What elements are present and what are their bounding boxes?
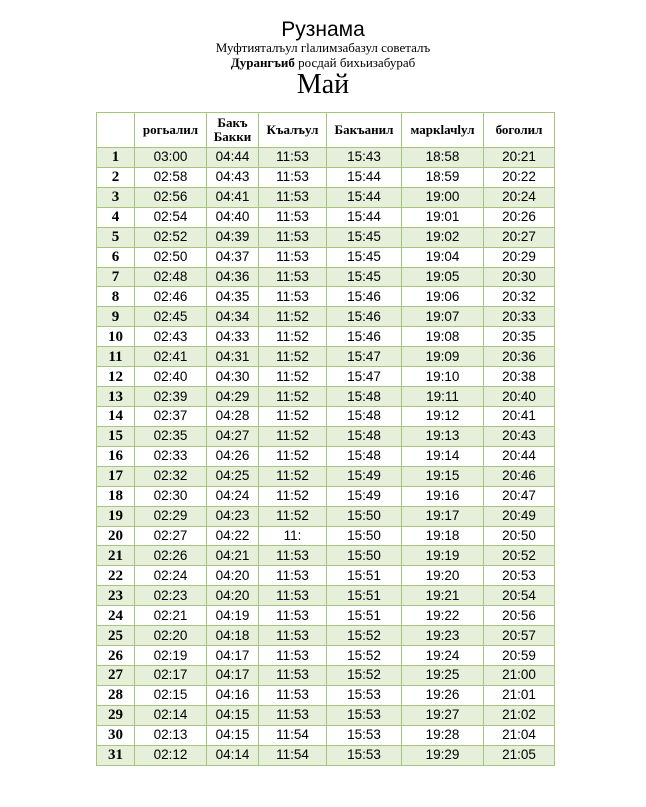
header-sunrise: Бакъ Бакки	[207, 113, 259, 148]
table-row	[97, 247, 555, 267]
fajr-cell: 02:48	[135, 267, 207, 287]
sunrise-cell: 04:17	[207, 646, 259, 666]
page-title: Рузнама	[281, 18, 365, 41]
day-cell: 31	[97, 745, 135, 765]
isha-cell: 20:22	[484, 167, 555, 187]
asr-cell: 15:53	[327, 685, 402, 705]
maghrib-cell: 19:26	[402, 685, 484, 705]
fajr-cell: 02:27	[135, 526, 207, 546]
day-cell: 4	[97, 207, 135, 227]
dhuhr-cell: 11:53	[259, 227, 327, 247]
isha-cell: 21:02	[484, 705, 555, 725]
dhuhr-cell: 11:53	[259, 685, 327, 705]
table-row	[97, 387, 555, 407]
day-cell: 5	[97, 227, 135, 247]
isha-cell: 20:44	[484, 446, 555, 466]
header-fajr: рогьалил	[135, 113, 207, 148]
asr-cell: 15:50	[327, 526, 402, 546]
table-row	[97, 287, 555, 307]
prayer-times-table	[96, 112, 555, 766]
fajr-cell: 02:40	[135, 367, 207, 387]
maghrib-cell: 19:09	[402, 347, 484, 367]
isha-cell: 20:21	[484, 148, 555, 168]
day-cell: 29	[97, 705, 135, 725]
maghrib-cell: 19:17	[402, 506, 484, 526]
dhuhr-cell: 11:52	[259, 347, 327, 367]
maghrib-cell: 19:25	[402, 665, 484, 685]
isha-cell: 20:38	[484, 367, 555, 387]
sunrise-cell: 04:30	[207, 367, 259, 387]
day-cell: 11	[97, 347, 135, 367]
dhuhr-cell: 11:52	[259, 466, 327, 486]
sunrise-cell: 04:39	[207, 227, 259, 247]
fajr-cell: 02:17	[135, 665, 207, 685]
table-row	[97, 725, 555, 745]
table-row	[97, 347, 555, 367]
sunrise-cell: 04:40	[207, 207, 259, 227]
fajr-cell: 02:37	[135, 406, 207, 426]
isha-cell: 20:53	[484, 566, 555, 586]
isha-cell: 21:05	[484, 745, 555, 765]
isha-cell: 20:36	[484, 347, 555, 367]
isha-cell: 20:49	[484, 506, 555, 526]
location-name: Дурангъиб	[230, 55, 295, 70]
fajr-cell: 02:52	[135, 227, 207, 247]
isha-cell: 20:54	[484, 586, 555, 606]
isha-cell: 20:26	[484, 207, 555, 227]
maghrib-cell: 19:21	[402, 586, 484, 606]
day-cell: 9	[97, 307, 135, 327]
maghrib-cell: 19:11	[402, 387, 484, 407]
sunrise-cell: 04:34	[207, 307, 259, 327]
header-maghrib: маркlачlул	[402, 113, 484, 148]
isha-cell: 20:24	[484, 187, 555, 207]
isha-cell: 21:04	[484, 725, 555, 745]
asr-cell: 15:53	[327, 725, 402, 745]
dhuhr-cell: 11:52	[259, 406, 327, 426]
asr-cell: 15:49	[327, 486, 402, 506]
maghrib-cell: 19:23	[402, 626, 484, 646]
fajr-cell: 02:15	[135, 685, 207, 705]
header-isha: боголил	[484, 113, 555, 148]
day-cell: 16	[97, 446, 135, 466]
sunrise-cell: 04:27	[207, 426, 259, 446]
header-asr: Бакъанил	[327, 113, 402, 148]
sunrise-cell: 04:18	[207, 626, 259, 646]
table-row	[97, 526, 555, 546]
day-cell: 19	[97, 506, 135, 526]
sunrise-cell: 04:29	[207, 387, 259, 407]
location-rest: росдай бихьизабураб	[294, 55, 416, 70]
day-cell: 17	[97, 466, 135, 486]
day-cell: 3	[97, 187, 135, 207]
maghrib-cell: 19:27	[402, 705, 484, 725]
table-row	[97, 566, 555, 586]
sunrise-cell: 04:21	[207, 546, 259, 566]
dhuhr-cell: 11:53	[259, 646, 327, 666]
table-row	[97, 685, 555, 705]
maghrib-cell: 19:15	[402, 466, 484, 486]
table-row	[97, 307, 555, 327]
day-cell: 24	[97, 606, 135, 626]
table-row	[97, 646, 555, 666]
sunrise-cell: 04:44	[207, 148, 259, 168]
header-dhuhr: Къалъул	[259, 113, 327, 148]
sunrise-cell: 04:36	[207, 267, 259, 287]
isha-cell: 20:47	[484, 486, 555, 506]
asr-cell: 15:48	[327, 387, 402, 407]
sunrise-cell: 04:19	[207, 606, 259, 626]
table-row	[97, 745, 555, 765]
table-row	[97, 327, 555, 347]
sunrise-cell: 04:20	[207, 566, 259, 586]
sunrise-cell: 04:26	[207, 446, 259, 466]
dhuhr-cell: 11:54	[259, 745, 327, 765]
day-cell: 22	[97, 566, 135, 586]
isha-cell: 20:41	[484, 406, 555, 426]
fajr-cell: 02:26	[135, 546, 207, 566]
dhuhr-cell: 11:52	[259, 327, 327, 347]
day-cell: 6	[97, 247, 135, 267]
dhuhr-cell: 11:53	[259, 665, 327, 685]
day-cell: 1	[97, 148, 135, 168]
asr-cell: 15:52	[327, 646, 402, 666]
asr-cell: 15:43	[327, 148, 402, 168]
table-row	[97, 267, 555, 287]
fajr-cell: 02:33	[135, 446, 207, 466]
isha-cell: 20:30	[484, 267, 555, 287]
fajr-cell: 02:13	[135, 725, 207, 745]
fajr-cell: 02:54	[135, 207, 207, 227]
maghrib-cell: 19:01	[402, 207, 484, 227]
day-cell: 15	[97, 426, 135, 446]
maghrib-cell: 19:04	[402, 247, 484, 267]
day-cell: 2	[97, 167, 135, 187]
table-row	[97, 466, 555, 486]
dhuhr-cell: 11:53	[259, 167, 327, 187]
asr-cell: 15:45	[327, 267, 402, 287]
dhuhr-cell: 11:54	[259, 725, 327, 745]
sunrise-cell: 04:25	[207, 466, 259, 486]
dhuhr-cell: 11:52	[259, 486, 327, 506]
maghrib-cell: 19:13	[402, 426, 484, 446]
table-row	[97, 406, 555, 426]
fajr-cell: 02:23	[135, 586, 207, 606]
asr-cell: 15:52	[327, 626, 402, 646]
fajr-cell: 02:35	[135, 426, 207, 446]
fajr-cell: 02:14	[135, 705, 207, 725]
isha-cell: 20:33	[484, 307, 555, 327]
table-row	[97, 586, 555, 606]
sunrise-cell: 04:20	[207, 586, 259, 606]
table-row	[97, 606, 555, 626]
asr-cell: 15:46	[327, 307, 402, 327]
asr-cell: 15:51	[327, 586, 402, 606]
asr-cell: 15:48	[327, 426, 402, 446]
maghrib-cell: 19:28	[402, 725, 484, 745]
fajr-cell: 02:19	[135, 646, 207, 666]
maghrib-cell: 19:12	[402, 406, 484, 426]
isha-cell: 20:35	[484, 327, 555, 347]
table-header-row	[97, 113, 555, 148]
dhuhr-cell: 11:53	[259, 546, 327, 566]
isha-cell: 20:50	[484, 526, 555, 546]
maghrib-cell: 19:19	[402, 546, 484, 566]
maghrib-cell: 19:00	[402, 187, 484, 207]
table-row	[97, 426, 555, 446]
maghrib-cell: 19:02	[402, 227, 484, 247]
asr-cell: 15:51	[327, 566, 402, 586]
table-row	[97, 227, 555, 247]
sunrise-cell: 04:33	[207, 327, 259, 347]
fajr-cell: 02:58	[135, 167, 207, 187]
council-line: Муфтияталъул гlалимзабазул советалъ	[215, 40, 431, 55]
sunrise-cell: 04:15	[207, 725, 259, 745]
dhuhr-cell: 11:53	[259, 626, 327, 646]
table-row	[97, 446, 555, 466]
header-day	[97, 113, 135, 148]
day-cell: 28	[97, 685, 135, 705]
isha-cell: 21:00	[484, 665, 555, 685]
table-row	[97, 665, 555, 685]
table-row	[97, 207, 555, 227]
sunrise-cell: 04:23	[207, 506, 259, 526]
isha-cell: 20:59	[484, 646, 555, 666]
sunrise-cell: 04:17	[207, 665, 259, 685]
asr-cell: 15:50	[327, 546, 402, 566]
dhuhr-cell: 11:52	[259, 506, 327, 526]
asr-cell: 15:52	[327, 665, 402, 685]
fajr-cell: 02:21	[135, 606, 207, 626]
fajr-cell: 02:39	[135, 387, 207, 407]
asr-cell: 15:46	[327, 327, 402, 347]
fajr-cell: 03:00	[135, 148, 207, 168]
dhuhr-cell: 11:52	[259, 426, 327, 446]
day-cell: 30	[97, 725, 135, 745]
isha-cell: 20:46	[484, 466, 555, 486]
day-cell: 21	[97, 546, 135, 566]
maghrib-cell: 19:22	[402, 606, 484, 626]
asr-cell: 15:51	[327, 606, 402, 626]
asr-cell: 15:44	[327, 167, 402, 187]
fajr-cell: 02:30	[135, 486, 207, 506]
dhuhr-cell: 11:53	[259, 566, 327, 586]
dhuhr-cell: 11:53	[259, 287, 327, 307]
isha-cell: 20:32	[484, 287, 555, 307]
maghrib-cell: 19:07	[402, 307, 484, 327]
sunrise-cell: 04:28	[207, 406, 259, 426]
maghrib-cell: 19:05	[402, 267, 484, 287]
table-row	[97, 705, 555, 725]
dhuhr-cell: 11:52	[259, 387, 327, 407]
sunrise-cell: 04:22	[207, 526, 259, 546]
dhuhr-cell: 11:53	[259, 207, 327, 227]
maghrib-cell: 19:14	[402, 446, 484, 466]
table-row	[97, 486, 555, 506]
isha-cell: 20:57	[484, 626, 555, 646]
dhuhr-cell: 11:53	[259, 705, 327, 725]
dhuhr-cell: 11:	[259, 526, 327, 546]
sunrise-cell: 04:31	[207, 347, 259, 367]
fajr-cell: 02:46	[135, 287, 207, 307]
isha-cell: 21:01	[484, 685, 555, 705]
isha-cell: 20:56	[484, 606, 555, 626]
fajr-cell: 02:43	[135, 327, 207, 347]
day-cell: 25	[97, 626, 135, 646]
fajr-cell: 02:56	[135, 187, 207, 207]
sunrise-cell: 04:24	[207, 486, 259, 506]
dhuhr-cell: 11:52	[259, 367, 327, 387]
day-cell: 20	[97, 526, 135, 546]
isha-cell: 20:27	[484, 227, 555, 247]
fajr-cell: 02:41	[135, 347, 207, 367]
maghrib-cell: 18:58	[402, 148, 484, 168]
maghrib-cell: 19:10	[402, 367, 484, 387]
sunrise-cell: 04:37	[207, 247, 259, 267]
maghrib-cell: 19:06	[402, 287, 484, 307]
asr-cell: 15:44	[327, 207, 402, 227]
maghrib-cell: 18:59	[402, 167, 484, 187]
asr-cell: 15:45	[327, 227, 402, 247]
dhuhr-cell: 11:53	[259, 606, 327, 626]
maghrib-cell: 19:20	[402, 566, 484, 586]
day-cell: 7	[97, 267, 135, 287]
sunrise-cell: 04:14	[207, 745, 259, 765]
sunrise-cell: 04:15	[207, 705, 259, 725]
isha-cell: 20:43	[484, 426, 555, 446]
asr-cell: 15:48	[327, 446, 402, 466]
table-row	[97, 546, 555, 566]
fajr-cell: 02:29	[135, 506, 207, 526]
day-cell: 13	[97, 387, 135, 407]
table-row	[97, 506, 555, 526]
table-row	[97, 167, 555, 187]
day-cell: 8	[97, 287, 135, 307]
dhuhr-cell: 11:52	[259, 446, 327, 466]
day-cell: 18	[97, 486, 135, 506]
dhuhr-cell: 11:53	[259, 148, 327, 168]
isha-cell: 20:40	[484, 387, 555, 407]
sunrise-cell: 04:35	[207, 287, 259, 307]
dhuhr-cell: 11:53	[259, 586, 327, 606]
dhuhr-cell: 11:53	[259, 247, 327, 267]
month-title: Май	[296, 69, 350, 100]
sunrise-cell: 04:41	[207, 187, 259, 207]
fajr-cell: 02:45	[135, 307, 207, 327]
maghrib-cell: 19:29	[402, 745, 484, 765]
isha-cell: 20:29	[484, 247, 555, 267]
asr-cell: 15:47	[327, 347, 402, 367]
maghrib-cell: 19:18	[402, 526, 484, 546]
table-row	[97, 367, 555, 387]
asr-cell: 15:44	[327, 187, 402, 207]
table-row	[97, 626, 555, 646]
dhuhr-cell: 11:53	[259, 187, 327, 207]
day-cell: 14	[97, 406, 135, 426]
day-cell: 27	[97, 665, 135, 685]
fajr-cell: 02:32	[135, 466, 207, 486]
asr-cell: 15:53	[327, 705, 402, 725]
day-cell: 26	[97, 646, 135, 666]
asr-cell: 15:49	[327, 466, 402, 486]
fajr-cell: 02:50	[135, 247, 207, 267]
day-cell: 12	[97, 367, 135, 387]
day-cell: 23	[97, 586, 135, 606]
maghrib-cell: 19:08	[402, 327, 484, 347]
asr-cell: 15:45	[327, 247, 402, 267]
dhuhr-cell: 11:53	[259, 267, 327, 287]
maghrib-cell: 19:24	[402, 646, 484, 666]
fajr-cell: 02:24	[135, 566, 207, 586]
isha-cell: 20:52	[484, 546, 555, 566]
table-row	[97, 187, 555, 207]
asr-cell: 15:47	[327, 367, 402, 387]
fajr-cell: 02:12	[135, 745, 207, 765]
sunrise-cell: 04:16	[207, 685, 259, 705]
asr-cell: 15:46	[327, 287, 402, 307]
dhuhr-cell: 11:52	[259, 307, 327, 327]
table-row	[97, 148, 555, 168]
asr-cell: 15:48	[327, 406, 402, 426]
maghrib-cell: 19:16	[402, 486, 484, 506]
sunrise-cell: 04:43	[207, 167, 259, 187]
asr-cell: 15:53	[327, 745, 402, 765]
fajr-cell: 02:20	[135, 626, 207, 646]
asr-cell: 15:50	[327, 506, 402, 526]
day-cell: 10	[97, 327, 135, 347]
